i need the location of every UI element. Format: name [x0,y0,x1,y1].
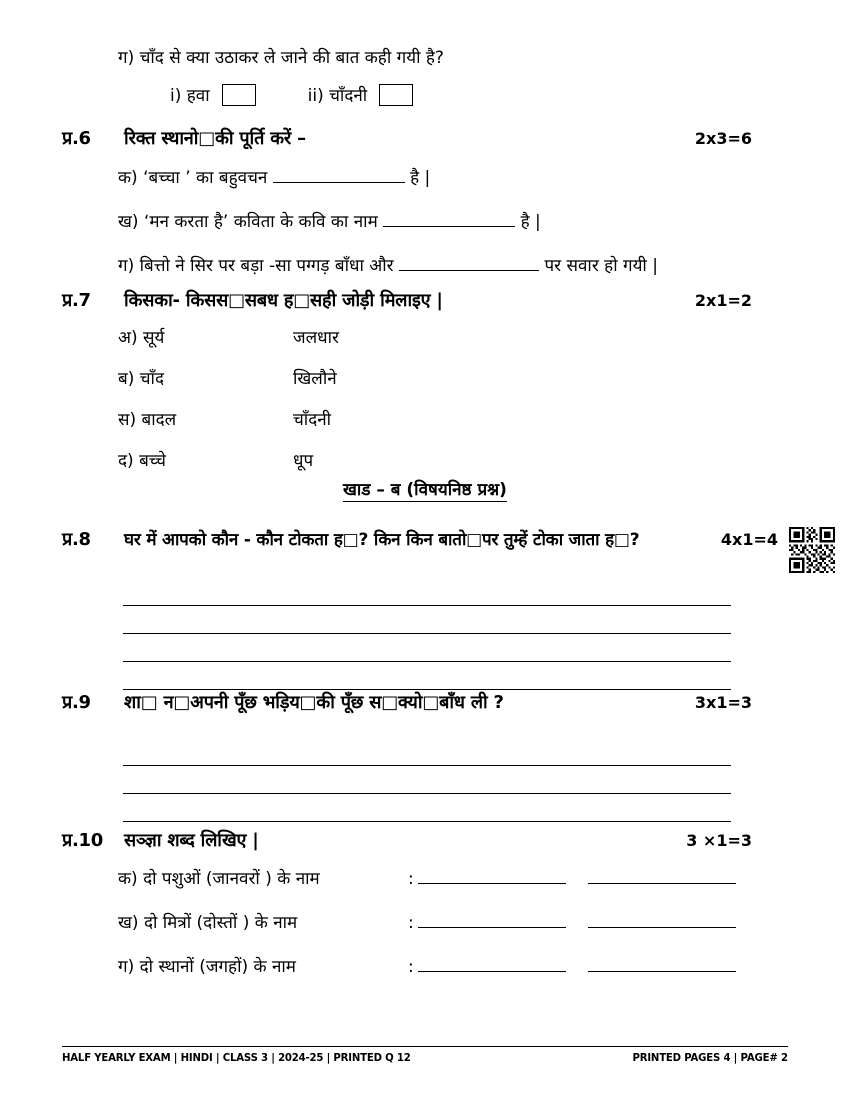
section-header-text: खाड – ब (विषयनिष्ठ प्रश्न) [343,480,507,500]
section-header [0,477,850,500]
question-8-number: प्र.8 [62,529,91,550]
question-10-row-b-blank-2[interactable] [588,913,736,928]
question-10-number: प्र.10 [62,830,103,851]
question-6-item-a [118,165,658,188]
question-8-title: घर में आपको कौन - कौन टोकता ह□? किन किन बातो□पर तुम्हें टोका जाता ह□? [124,530,640,550]
answer-line[interactable] [123,794,731,822]
question-7-match-pairs [118,325,339,489]
match-pair-row [118,407,339,430]
answer-line[interactable] [123,662,731,690]
question-9-number: प्र.9 [62,692,91,713]
question-9-marks: 3x1=3 [694,693,752,712]
question-10-row-b-colon: : [408,913,414,933]
question-10-row-b-label: ख) दो मित्रों (दोस्तों ) के नाम [118,913,298,933]
match-pair-row [118,448,339,471]
question-8-marks: 4x1=4 [720,530,778,549]
question-8-answer-lines [123,578,731,690]
question-6-marks: 2x3=6 [694,129,752,148]
match-left-bachche: द) बच्चे [118,451,166,471]
question-8-header [62,527,778,551]
match-left-surya: अ) सूर्य [118,328,165,348]
question-10-row-a-blank-1[interactable] [418,869,566,884]
question-7-marks: 2x1=2 [694,291,752,310]
qr-code-icon [789,527,835,573]
question-10-row-b [118,910,778,933]
carry-over-question-text: ग) चाँद से क्या उठाकर ले जाने की बात कही गयी है? [118,48,444,68]
match-pair-row [118,366,339,389]
option-hawa-checkbox[interactable] [222,84,256,106]
question-6-items [118,165,658,297]
question-6-item-c [118,253,658,276]
question-7-header [62,288,752,312]
question-10-marks: 3 ×1=3 [686,831,752,850]
match-right-jaldhar: जलधार [293,328,339,348]
question-10-row-a-label: क) दो पशुओं (जानवरों ) के नाम [118,869,320,889]
question-6-item-a-after: है | [410,168,431,188]
question-10-row-c-colon: : [408,957,414,977]
option-chandni[interactable] [308,83,414,106]
carry-over-options [170,83,413,106]
answer-line[interactable] [123,578,731,606]
question-10-row-c-blank-1[interactable] [418,957,566,972]
match-pair-row [118,325,339,348]
question-6-item-b-after: है | [520,212,541,232]
answer-line[interactable] [123,738,731,766]
option-chandni-checkbox[interactable] [379,84,413,106]
footer-exam-info: HALF YEARLY EXAM | HINDI | CLASS 3 | 2024-25 | PRINTED Q 12 [62,1051,411,1064]
question-6-item-a-blank[interactable] [273,166,405,183]
question-6-item-c-before: ग) बित्तो ने सिर पर बड़ा -सा पग्गड़ बाँधा और [118,256,394,276]
match-right-khilone: खिलौने [293,369,337,389]
question-6-item-b-blank[interactable] [383,210,515,227]
question-6-header [62,126,752,150]
question-10-row-c-blank-2[interactable] [588,957,736,972]
question-10-row-a [118,866,778,889]
question-9-answer-lines [123,738,731,822]
answer-line[interactable] [123,766,731,794]
question-10-row-c-label: ग) दो स्थानों (जगहों) के नाम [118,957,296,977]
page-footer [62,1046,788,1064]
question-9-header [62,690,752,714]
match-right-dhoop: धूप [293,451,314,471]
question-6-item-c-after: पर सवार हो गयी | [544,256,658,276]
question-7-title: किसका- किसस□सबध ह□सही जोड़ी मिलाइए | [124,290,443,311]
answer-line[interactable] [123,634,731,662]
answer-line[interactable] [123,606,731,634]
question-6-item-b [118,209,658,232]
question-10-row-c [118,954,778,977]
question-6-item-a-before: क) ‘बच्चा ’ का बहुवचन [118,168,268,188]
question-6-number: प्र.6 [62,128,91,149]
option-hawa-label: i) हवा [170,86,210,106]
question-10-row-a-colon: : [408,869,414,889]
question-6-item-b-before: ख) ‘मन करता है’ कविता के कवि का नाम [118,212,378,232]
question-6-title: रिक्त स्थानो□की पूर्ति करें – [124,128,306,149]
question-10-row-b-blank-1[interactable] [418,913,566,928]
match-left-chand: ब) चाँद [118,369,164,389]
question-10-items [118,866,778,998]
question-10-row-a-blank-2[interactable] [588,869,736,884]
footer-page-info: PRINTED PAGES 4 | PAGE# 2 [632,1051,788,1064]
question-10-header [62,828,752,852]
question-7-number: प्र.7 [62,290,91,311]
option-chandni-label: ii) चाँदनी [307,86,368,106]
option-hawa[interactable] [170,83,256,106]
match-right-chandni: चाँदनी [293,410,332,430]
match-left-badal: स) बादल [118,410,177,430]
question-6-item-c-blank[interactable] [399,254,539,271]
question-9-title: शा□ न□अपनी पूँछ भड़िय□की पूँछ स□क्यो□बाँध ली ? [124,692,504,713]
question-10-title: सञ्ज्ञा शब्द लिखिए | [124,830,259,851]
